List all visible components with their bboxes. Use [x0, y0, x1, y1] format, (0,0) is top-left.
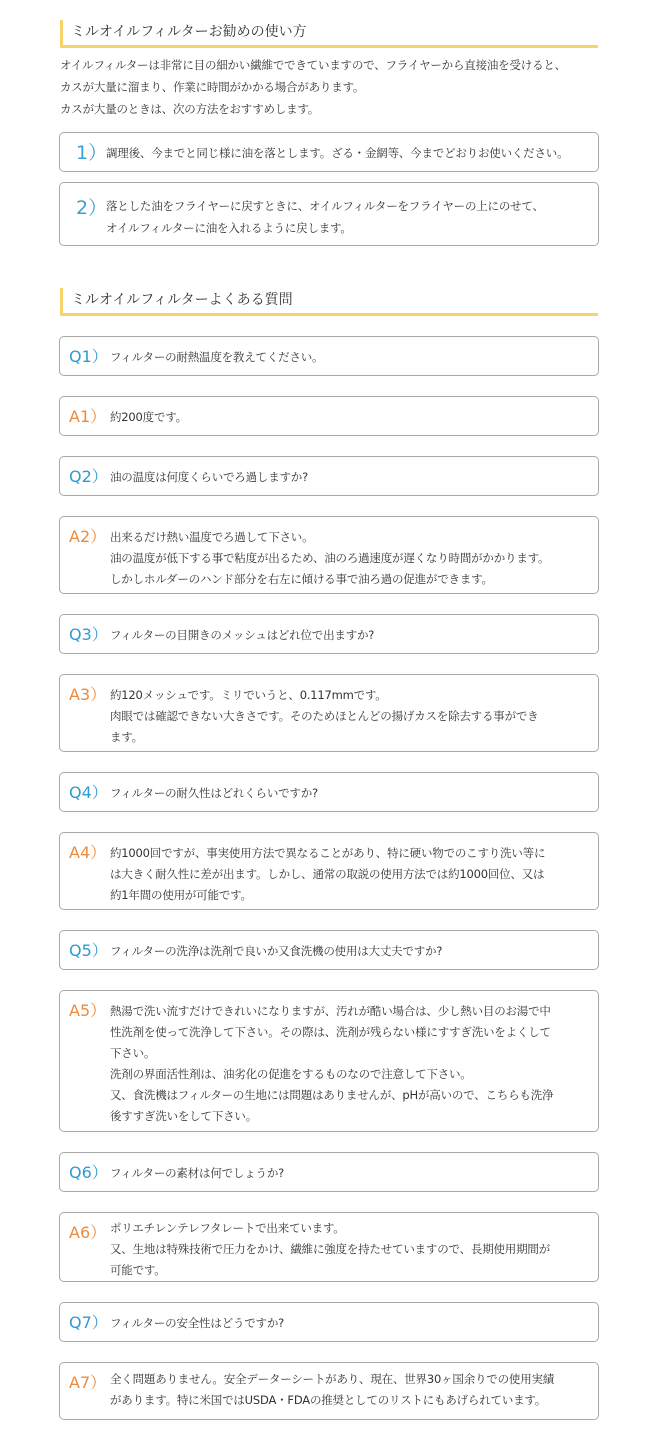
- faq-answer-1: [59, 396, 599, 436]
- answer-label: A1）: [69, 407, 107, 426]
- faq-question-3: [59, 614, 599, 654]
- question-text: [110, 1313, 590, 1334]
- step-number: 1）: [76, 142, 108, 164]
- text-line: 約1000回ですが、事実使用方法で異なることがあり、特に硬い物でのこすり洗い等に: [110, 846, 546, 860]
- question-label: Q3）: [69, 625, 108, 644]
- question-label: Q4）: [69, 783, 108, 802]
- answer-label: A5）: [69, 1001, 107, 1020]
- step-text: オイルフィルターに油を入れるように戻します。: [106, 221, 352, 235]
- text-line: 後すすぎ洗いをして下さい。: [110, 1109, 258, 1123]
- text-line: フィルターの安全性はどうですか?: [110, 1316, 285, 1330]
- faq-question-2: [59, 456, 599, 496]
- text-line: 下さい。: [110, 1046, 156, 1060]
- text-line: フィルターの洗浄は洗剤で良いか又食洗機の使用は大丈夫ですか?: [110, 944, 443, 958]
- intro-line: カスが大量に溜まり、作業に時間がかかる場合があります。: [60, 80, 365, 94]
- step-number: 2）: [76, 197, 108, 219]
- faq-question-1: [59, 336, 599, 376]
- text-line: 出来るだけ熱い温度でろ過して下さい。: [110, 530, 314, 544]
- answer-label: A6）: [69, 1223, 107, 1242]
- question-text: [110, 467, 590, 488]
- answer-text: [110, 1218, 590, 1281]
- faq-answer-3: [59, 674, 599, 752]
- answer-text: [110, 685, 590, 748]
- text-line: 約200度です。: [110, 410, 187, 424]
- text-line: 可能です。: [110, 1263, 166, 1277]
- answer-label: A2）: [69, 527, 107, 546]
- text-line: フィルターの耐久性はどれくらいですか?: [110, 786, 318, 800]
- answer-label: A3）: [69, 685, 107, 704]
- text-line: 全く問題ありません。安全データーシートがあり、現在、世界30ヶ国余りでの使用実績: [110, 1372, 555, 1386]
- answer-label: A7）: [69, 1373, 107, 1392]
- text-line: 熱湯で洗い流すだけできれいになりますが、汚れが酷い場合は、少し熱い目のお湯で中: [110, 1004, 551, 1018]
- faq-question-4: [59, 772, 599, 812]
- text-line: 又、食洗機はフィルターの生地には問題はありませんが、pHが高いので、こちらも洗浄: [110, 1088, 554, 1102]
- text-line: 約120メッシュです。ミリでいうと、0.117mmです。: [110, 688, 387, 702]
- answer-text: [110, 527, 590, 590]
- text-line: 油の温度が低下する事で粘度が出るため、油のろ過速度が遅くなり時間がかかります。: [110, 551, 550, 565]
- text-line: しかしホルダーのハンド部分を右左に傾ける事で油ろ過の促進ができます。: [110, 572, 493, 586]
- text-line: 又、生地は特殊技術で圧力をかけ、繊維に強度を持たせていますので、長期使用期間が: [110, 1242, 551, 1256]
- question-label: Q7）: [69, 1313, 108, 1332]
- answer-text: [110, 843, 590, 906]
- faq-question-6: [59, 1152, 599, 1192]
- text-line: は大きく耐久性に差が出ます。しかし、通常の取説の使用方法では約1000回位、又は: [110, 867, 545, 881]
- text-line: フィルターの耐熱温度を教えてください。: [110, 350, 324, 364]
- text-line: 油の温度は何度くらいでろ過しますか?: [110, 470, 309, 484]
- text-line: フィルターの素材は何でしょうか?: [110, 1166, 285, 1180]
- text-line: 性洗剤を使って洗浄して下さい。その際は、洗剤が残らない様にすすぎ洗いをよくして: [110, 1025, 551, 1039]
- question-label: Q2）: [69, 467, 108, 486]
- answer-text: [110, 1369, 590, 1411]
- faq-answer-4: [59, 832, 599, 910]
- intro-line: オイルフィルターは非常に目の細かい繊維でできていますので、フライヤーから直接油を受けると、: [60, 58, 566, 72]
- question-text: [110, 783, 590, 804]
- answer-label: A4）: [69, 843, 107, 862]
- text-line: ポリエチレンテレフタレートで出来ています。: [110, 1221, 345, 1235]
- question-label: Q5）: [69, 941, 108, 960]
- faq-answer-5: [59, 990, 599, 1132]
- text-line: フィルターの目開きのメッシュはどれ位で出ますか?: [110, 628, 375, 642]
- faq-answer-6: [59, 1212, 599, 1282]
- faq-answer-7: [59, 1362, 599, 1420]
- question-text: [110, 625, 590, 646]
- step-text: 調理後、今までと同じ様に油を落とします。ざる・金網等、今までどおりお使いください。: [106, 146, 569, 160]
- text-line: 洗剤の界面活性剤は、油劣化の促進をするものなので注意して下さい。: [110, 1067, 472, 1081]
- answer-text: [110, 407, 590, 428]
- faq-question-5: [59, 930, 599, 970]
- intro-line: カスが大量のときは、次の方法をおすすめします。: [60, 102, 320, 116]
- question-text: [110, 941, 590, 962]
- text-line: ます。: [110, 730, 143, 744]
- question-text: [110, 1163, 590, 1184]
- faq-answer-2: [59, 516, 599, 594]
- question-label: Q1）: [69, 347, 108, 366]
- text-line: 肉眼では確認できない大きさです。そのためほとんどの揚げカスを除去する事ができ: [110, 709, 539, 723]
- usage-step-2: [59, 182, 599, 246]
- answer-text: [110, 1001, 590, 1127]
- question-text: [110, 347, 590, 368]
- text-line: 約1年間の使用が可能です。: [110, 888, 252, 902]
- faq-question-7: [59, 1302, 599, 1342]
- usage-section-heading: ミルオイルフィルターお勧めの使い方: [60, 20, 598, 48]
- usage-intro: [60, 54, 605, 120]
- text-line: があります。特に米国ではUSDA・FDAの推奨としてのリストにもあげられています。: [110, 1393, 547, 1407]
- question-label: Q6）: [69, 1163, 108, 1182]
- usage-step-1: [59, 132, 599, 172]
- step-text: 落とした油をフライヤーに戻すときに、オイルフィルターをフライヤーの上にのせて、: [106, 199, 544, 213]
- faq-section-heading: ミルオイルフィルターよくある質問: [60, 288, 598, 316]
